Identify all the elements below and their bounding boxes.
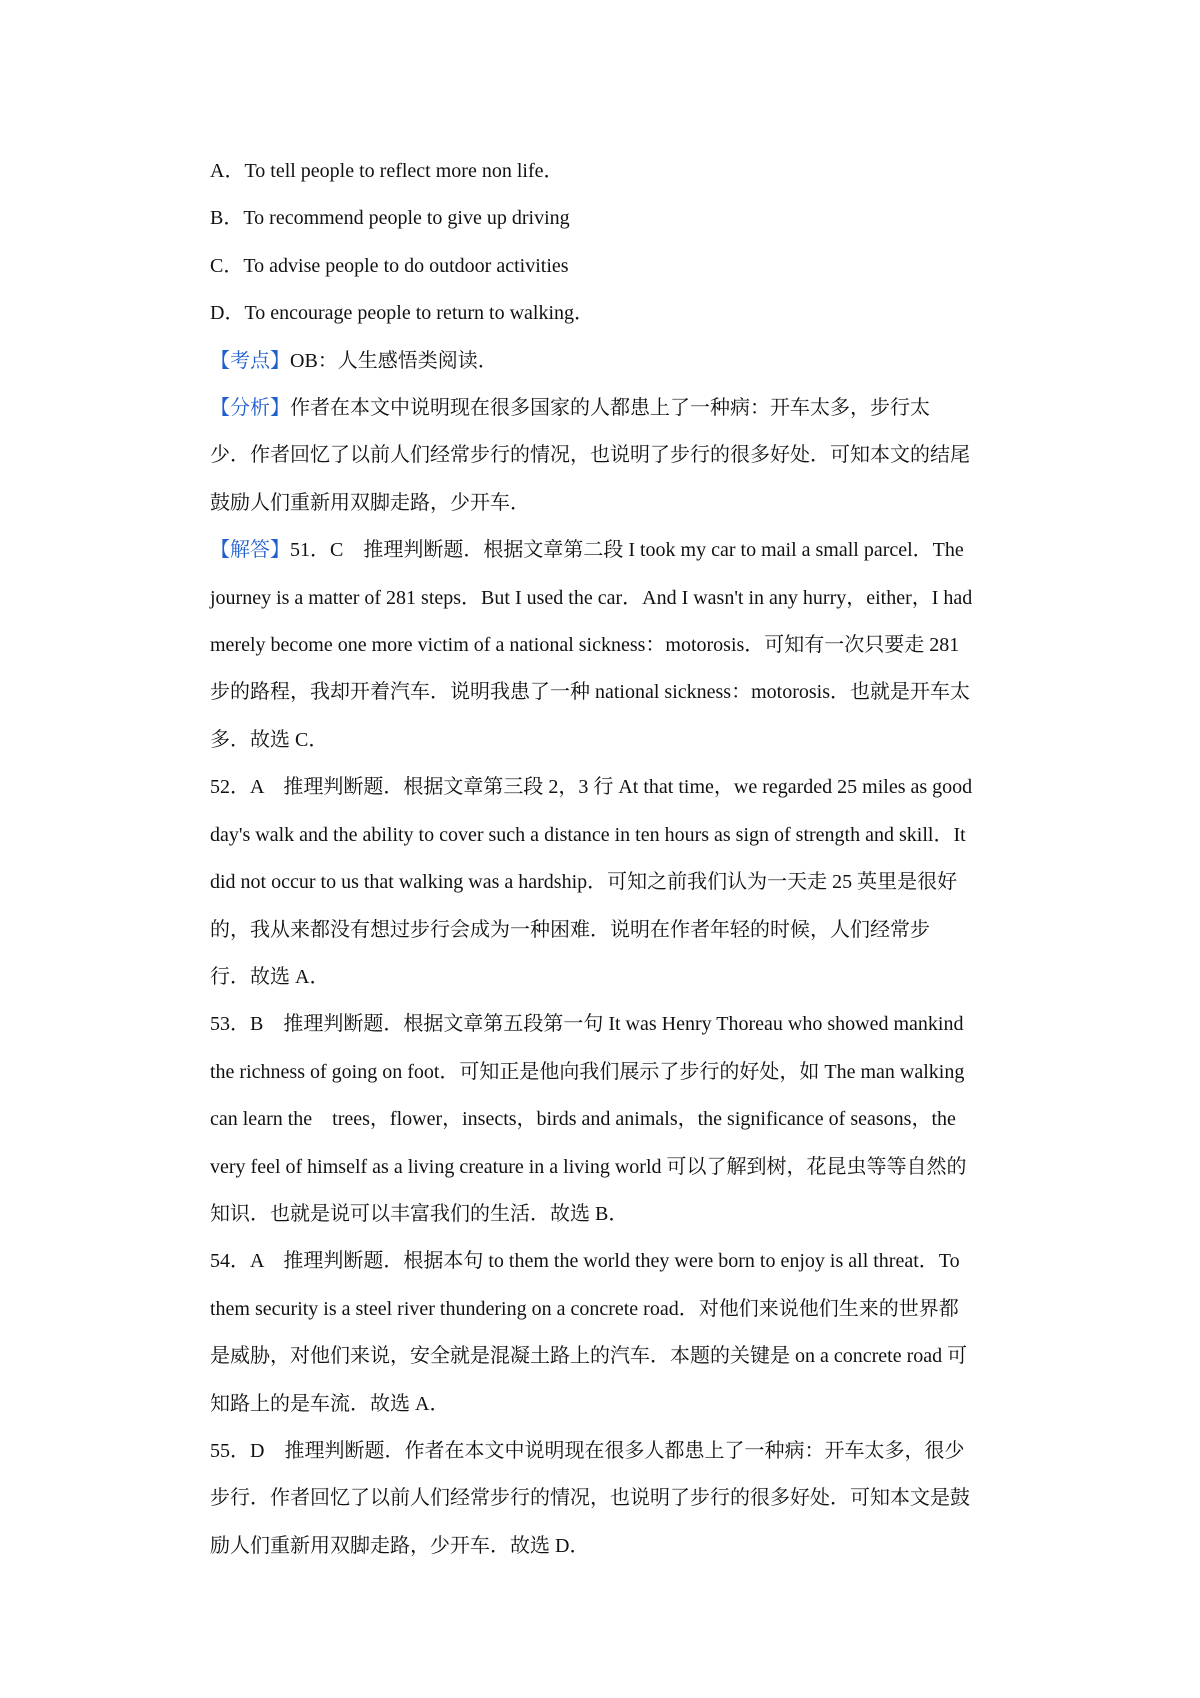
kaodian-line [210, 338, 1024, 385]
jieda-line: 步的路程，我却开着汽车．说明我患了一种 national sickness：motorosis．也就是开车太 [210, 681, 970, 704]
kaodian-tag: 【考点】 [210, 349, 290, 372]
fenxi-text: 作者在本文中说明现在很多国家的人都患上了一种病：开车太多，步行太 [290, 397, 930, 420]
jieda-line: day's walk and the ability to cover such a distance in ten hours as sign of strength and skill．It [210, 823, 966, 846]
fenxi-tag: 【分析】 [210, 397, 290, 420]
kaodian-text: OB：人生感悟类阅读． [290, 349, 498, 372]
fenxi-line: 少．作者回忆了以前人们经常步行的情况，也说明了步行的很多好处．可知本文的结尾 [210, 444, 970, 467]
jieda-line: 的，我从来都没有想过步行会成为一种困难．说明在作者年轻的时候，人们经常步 [210, 918, 930, 941]
jieda-line [210, 527, 1024, 574]
jieda-text: 51．C 推理判断题．根据文章第二段 I took my car to mail a small parcel．The [290, 539, 964, 562]
jieda-line: 52．A 推理判断题．根据文章第三段 2，3 行 At that time，we regarded 25 miles as good [210, 776, 973, 799]
jieda-line: very feel of himself as a living creature in a living world 可以了解到树，花昆虫等等自然的 [210, 1155, 967, 1178]
option-d: D．To encourage people to return to walking． [210, 302, 595, 325]
jieda-line: 54．A 推理判断题．根据本句 to them the world they were born to enjoy is all threat．To [210, 1250, 960, 1273]
jieda-line: them security is a steel river thundering on a concrete road．对他们来说他们生来的世界都 [210, 1297, 959, 1320]
jieda-line: can learn the trees，flower，insects，birds and animals，the significance of seasons，the [210, 1108, 956, 1131]
jieda-tag: 【解答】 [210, 539, 290, 562]
jieda-line: 励人们重新用双脚走路，少开车．故选 D． [210, 1534, 590, 1557]
jieda-line: the richness of going on foot．可知正是他向我们展示了步行的好处，如 The man walking [210, 1060, 965, 1083]
jieda-line: 55．D 推理判断题．作者在本文中说明现在很多人都患上了一种病：开车太多，很少 [210, 1439, 965, 1462]
option-a: A．To tell people to reflect more non life． [210, 160, 564, 182]
jieda-line: 多．故选 C． [210, 728, 329, 751]
jieda-line: journey is a matter of 281 steps．But I used the car．And I wasn't in any hurry，either，I had [210, 586, 973, 609]
fenxi-line: 鼓励人们重新用双脚走路，少开车． [210, 491, 530, 514]
jieda-line: 知识．也就是说可以丰富我们的生活．故选 B． [210, 1202, 629, 1225]
jieda-line: 行．故选 A． [210, 965, 330, 988]
jieda-line: 知路上的是车流．故选 A． [210, 1392, 450, 1415]
option-b: B．To recommend people to give up driving [210, 207, 570, 230]
document-body [210, 148, 1024, 1570]
fenxi-line [210, 385, 1024, 432]
jieda-line: 是威胁，对他们来说，安全就是混凝土路上的汽车．本题的关键是 on a concrete road 可 [210, 1345, 968, 1368]
jieda-line: did not occur to us that walking was a hardship．可知之前我们认为一天走 25 英里是很好 [210, 871, 958, 894]
option-c: C．To advise people to do outdoor activities [210, 254, 569, 277]
jieda-line: merely become one more victim of a national sickness：motorosis．可知有一次只要走 281 [210, 634, 960, 657]
jieda-line: 步行．作者回忆了以前人们经常步行的情况，也说明了步行的很多好处．可知本文是鼓 [210, 1487, 970, 1510]
jieda-line: 53．B 推理判断题．根据文章第五段第一句 It was Henry Thoreau who showed mankind [210, 1013, 964, 1036]
